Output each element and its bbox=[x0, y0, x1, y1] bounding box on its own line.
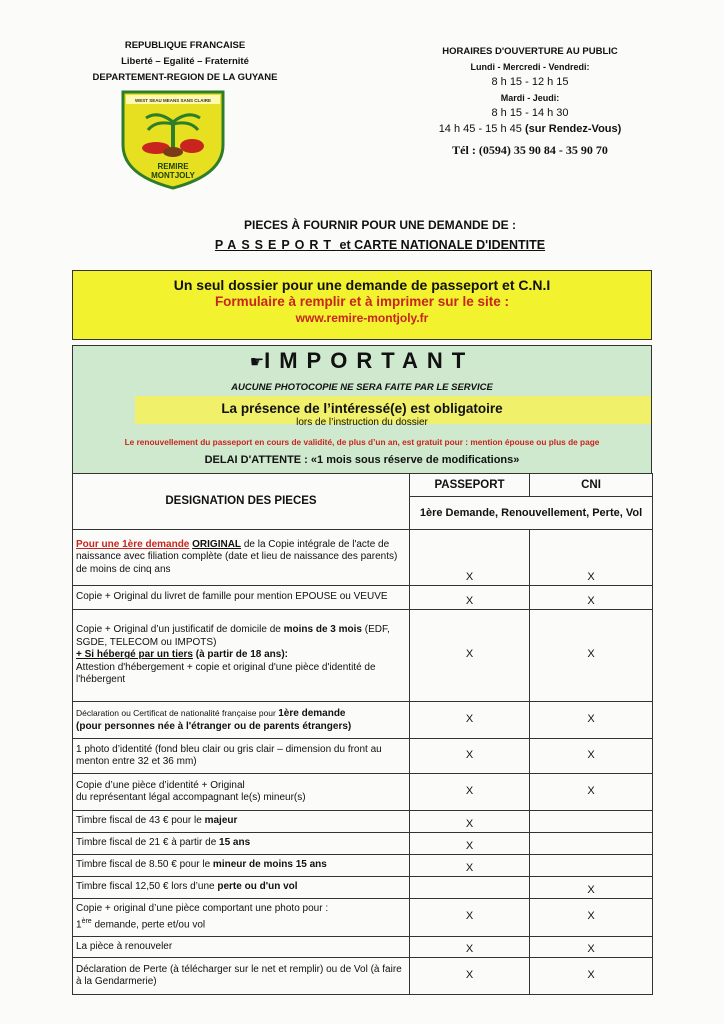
address-age: moins de 3 mois bbox=[283, 624, 362, 636]
cni-mark-empty bbox=[530, 855, 653, 877]
delay-notice: DELAI D'ATTENTE : «1 mois sous réserve de modifications» bbox=[204, 454, 520, 466]
devise-label: Liberté – Egalité – Fraternité bbox=[121, 56, 249, 67]
photo-document-text: Copie + original d’une pièce comportant une photo pour : bbox=[76, 903, 329, 915]
logo-name-line2: MONTJOLY bbox=[151, 171, 195, 180]
ordinal-number: 1 bbox=[76, 919, 82, 931]
stamp-8-50-minor: mineur de moins 15 ans bbox=[212, 859, 327, 871]
hours-group-2: 8 h 15 - 14 h 30 bbox=[491, 107, 569, 119]
cni-mark: X bbox=[530, 610, 653, 702]
table-row bbox=[73, 833, 653, 855]
table-row bbox=[73, 855, 653, 877]
address-sources: (EDF, SGDE, TELECOM ou IMPOTS) bbox=[76, 624, 390, 648]
form-instruction: Formulaire à remplir et à imprimer sur le site : bbox=[214, 294, 510, 309]
cni-mark-empty bbox=[530, 811, 653, 833]
republique-label: REPUBLIQUE FRANCAISE bbox=[124, 40, 246, 51]
coat-of-arms-icon bbox=[118, 90, 228, 190]
table-row bbox=[73, 610, 653, 702]
address-text: Copie + Original d’un justificatif de domicile de bbox=[76, 624, 284, 636]
important-box bbox=[72, 345, 652, 474]
request-types: 1ère Demande, Renouvellement, Perte, Vol bbox=[410, 497, 653, 530]
stamp-12-50-text: Timbre fiscal 12,50 € lors d’une bbox=[76, 881, 218, 893]
passeport-mark: X bbox=[410, 855, 530, 877]
passeport-mark: X bbox=[410, 833, 530, 855]
table-header-row bbox=[73, 474, 653, 497]
passeport-mark: X bbox=[410, 530, 530, 586]
col-passeport: PASSEPORT bbox=[410, 474, 530, 497]
important-heading bbox=[73, 348, 651, 374]
departement-label: DEPARTEMENT-REGION DE LA GUYANE bbox=[92, 72, 278, 83]
logo-name-line1: REMIRE bbox=[157, 162, 189, 171]
cni-title: CARTE NATIONALE D'IDENTITE bbox=[354, 238, 546, 252]
days-group-1: Lundi - Mercredi - Vendredi: bbox=[470, 61, 590, 72]
page-title: PIECES À FOURNIR POUR UNE DEMANDE DE : bbox=[243, 218, 517, 232]
row-stamp-12-50 bbox=[73, 877, 410, 899]
single-dossier-text: Un seul dossier pour une demande de passeport et C.N.I bbox=[173, 277, 551, 293]
passeport-mark: X bbox=[410, 702, 530, 739]
passeport-mark: X bbox=[410, 958, 530, 995]
cni-mark: X bbox=[530, 530, 653, 586]
table-row bbox=[73, 811, 653, 833]
row-family-book: Copie + Original du livret de famille pour mention EPOUSE ou VEUVE bbox=[73, 586, 410, 610]
table-row bbox=[73, 899, 653, 937]
important-title: IMPORTANT bbox=[264, 348, 475, 373]
row-stamp-43 bbox=[73, 811, 410, 833]
cni-mark: X bbox=[530, 937, 653, 958]
row-stamp-8-50 bbox=[73, 855, 410, 877]
stamp-21-text: Timbre fiscal de 21 € à partir de bbox=[76, 837, 220, 849]
first-request-label: Pour une 1ère demande bbox=[76, 538, 190, 550]
dossier-info-box bbox=[72, 270, 652, 340]
ordinal-suffix: ère bbox=[81, 917, 92, 925]
row-photo-document bbox=[73, 899, 410, 937]
hours-group-1: 8 h 15 - 12 h 15 bbox=[491, 76, 569, 88]
photo-document-cases: demande, perte et/ou vol bbox=[91, 919, 206, 931]
document-types bbox=[120, 238, 640, 252]
cni-mark: X bbox=[530, 586, 653, 610]
table-row bbox=[73, 586, 653, 610]
table-row bbox=[73, 774, 653, 811]
stamp-43-majeur: majeur bbox=[204, 815, 238, 827]
guardian-id-text: Copie d’une pièce d’identité + Original bbox=[76, 779, 245, 791]
presence-detail: lors de l’instruction du dossier bbox=[296, 417, 428, 428]
row-stamp-21 bbox=[73, 833, 410, 855]
renewal-notice: Le renouvellement du passeport en cours de validité, de plus d’un an, est gratuit pour : mention épouse ou plus de page bbox=[124, 437, 600, 447]
table-row bbox=[73, 702, 653, 739]
row-nationality bbox=[73, 702, 410, 739]
table-row bbox=[73, 937, 653, 958]
opening-hours bbox=[400, 44, 660, 159]
cni-mark: X bbox=[530, 958, 653, 995]
guardian-text: du représentant légal accompagnant le(s) mineur(s) bbox=[76, 792, 306, 803]
no-photocopy-notice: AUCUNE PHOTOCOPIE NE SERA FAITE PAR LE SERVICE bbox=[231, 382, 493, 393]
table-row bbox=[73, 739, 653, 774]
row-proof-of-address bbox=[73, 610, 410, 702]
cni-mark: X bbox=[530, 702, 653, 739]
nationality-condition: (pour personnes née à l'étranger ou de parents étrangers) bbox=[76, 720, 352, 732]
hours-3-time: 14 h 45 - 15 h 45 bbox=[438, 122, 522, 135]
logo-top-text: WEST SEAU MEANS SANS CLAIRE bbox=[134, 98, 212, 103]
header-republique bbox=[60, 38, 310, 86]
cni-mark: X bbox=[530, 877, 653, 899]
hosted-label: + Si hébergé par un tiers bbox=[76, 649, 193, 661]
stamp-43-text: Timbre fiscal de 43 € pour le bbox=[76, 815, 205, 827]
hours-3-note: (sur Rendez-Vous) bbox=[524, 122, 622, 135]
passeport-mark: X bbox=[410, 774, 530, 811]
row-guardian-id bbox=[73, 774, 410, 811]
table-row bbox=[73, 530, 653, 586]
passeport-mark: X bbox=[410, 739, 530, 774]
passeport-mark: X bbox=[410, 899, 530, 937]
pointing-hand-icon: ☛ bbox=[249, 354, 265, 372]
row-document-to-renew: La pièce à renouveler bbox=[73, 937, 410, 958]
cni-mark: X bbox=[530, 739, 653, 774]
stamp-21-age: 15 ans bbox=[219, 837, 251, 849]
cni-mark: X bbox=[530, 899, 653, 937]
passeport-title: PASSEPORT bbox=[214, 238, 337, 252]
row-loss-declaration: Déclaration de Perte (à télécharger sur le net et remplir) ou de Vol (à faire à la Gendarmerie) bbox=[73, 958, 410, 995]
nationality-first-request: 1ère demande bbox=[278, 708, 346, 719]
original-label: ORIGINAL bbox=[192, 538, 242, 550]
hosted-age: (à partir de 18 ans): bbox=[192, 649, 289, 661]
stamp-12-50-loss: perte ou d'un vol bbox=[217, 881, 298, 893]
table-row bbox=[73, 877, 653, 899]
telephone: Tél : (0594) 35 90 84 - 35 90 70 bbox=[452, 143, 608, 157]
passeport-mark: X bbox=[410, 937, 530, 958]
cni-mark-empty bbox=[530, 833, 653, 855]
passeport-mark-empty bbox=[410, 877, 530, 899]
cni-mark: X bbox=[530, 774, 653, 811]
passeport-mark: X bbox=[410, 610, 530, 702]
col-designation: DESIGNATION DES PIECES bbox=[73, 474, 410, 530]
row-birth-certificate bbox=[73, 530, 410, 586]
documents-table bbox=[72, 473, 653, 995]
nationality-text: Déclaration ou Certificat de nationalité française pour bbox=[76, 708, 279, 718]
hours-title: HORAIRES D'OUVERTURE AU PUBLIC bbox=[442, 46, 618, 57]
days-group-2: Mardi - Jeudi: bbox=[500, 92, 560, 103]
hosting-attestation: Attestion d'hébergement + copie et original d'une pièce d'identité de l'hébergent bbox=[76, 661, 376, 686]
birth-certificate-text: de la Copie intégrale de l'acte de naissance avec filiation complète (date et lieu de naissance des parents) de moins de cinq ans bbox=[76, 538, 398, 575]
stamp-8-50-text: Timbre fiscal de 8.50 € pour le bbox=[76, 859, 213, 871]
remire-montjoly-logo bbox=[118, 90, 228, 190]
passeport-mark: X bbox=[410, 811, 530, 833]
presence-notice: La présence de l’intéressé(e) est obligatoire bbox=[221, 401, 503, 416]
row-photo: 1 photo d’identité (fond bleu clair ou gris clair – dimension du front au menton entre 32 et 36 mm) bbox=[73, 739, 410, 774]
hours-group-3 bbox=[400, 122, 660, 138]
passeport-mark: X bbox=[410, 586, 530, 610]
col-cni: CNI bbox=[530, 474, 653, 497]
title-et: et bbox=[339, 238, 351, 252]
website-link: www.remire-montjoly.fr bbox=[295, 311, 429, 325]
table-row bbox=[73, 958, 653, 995]
